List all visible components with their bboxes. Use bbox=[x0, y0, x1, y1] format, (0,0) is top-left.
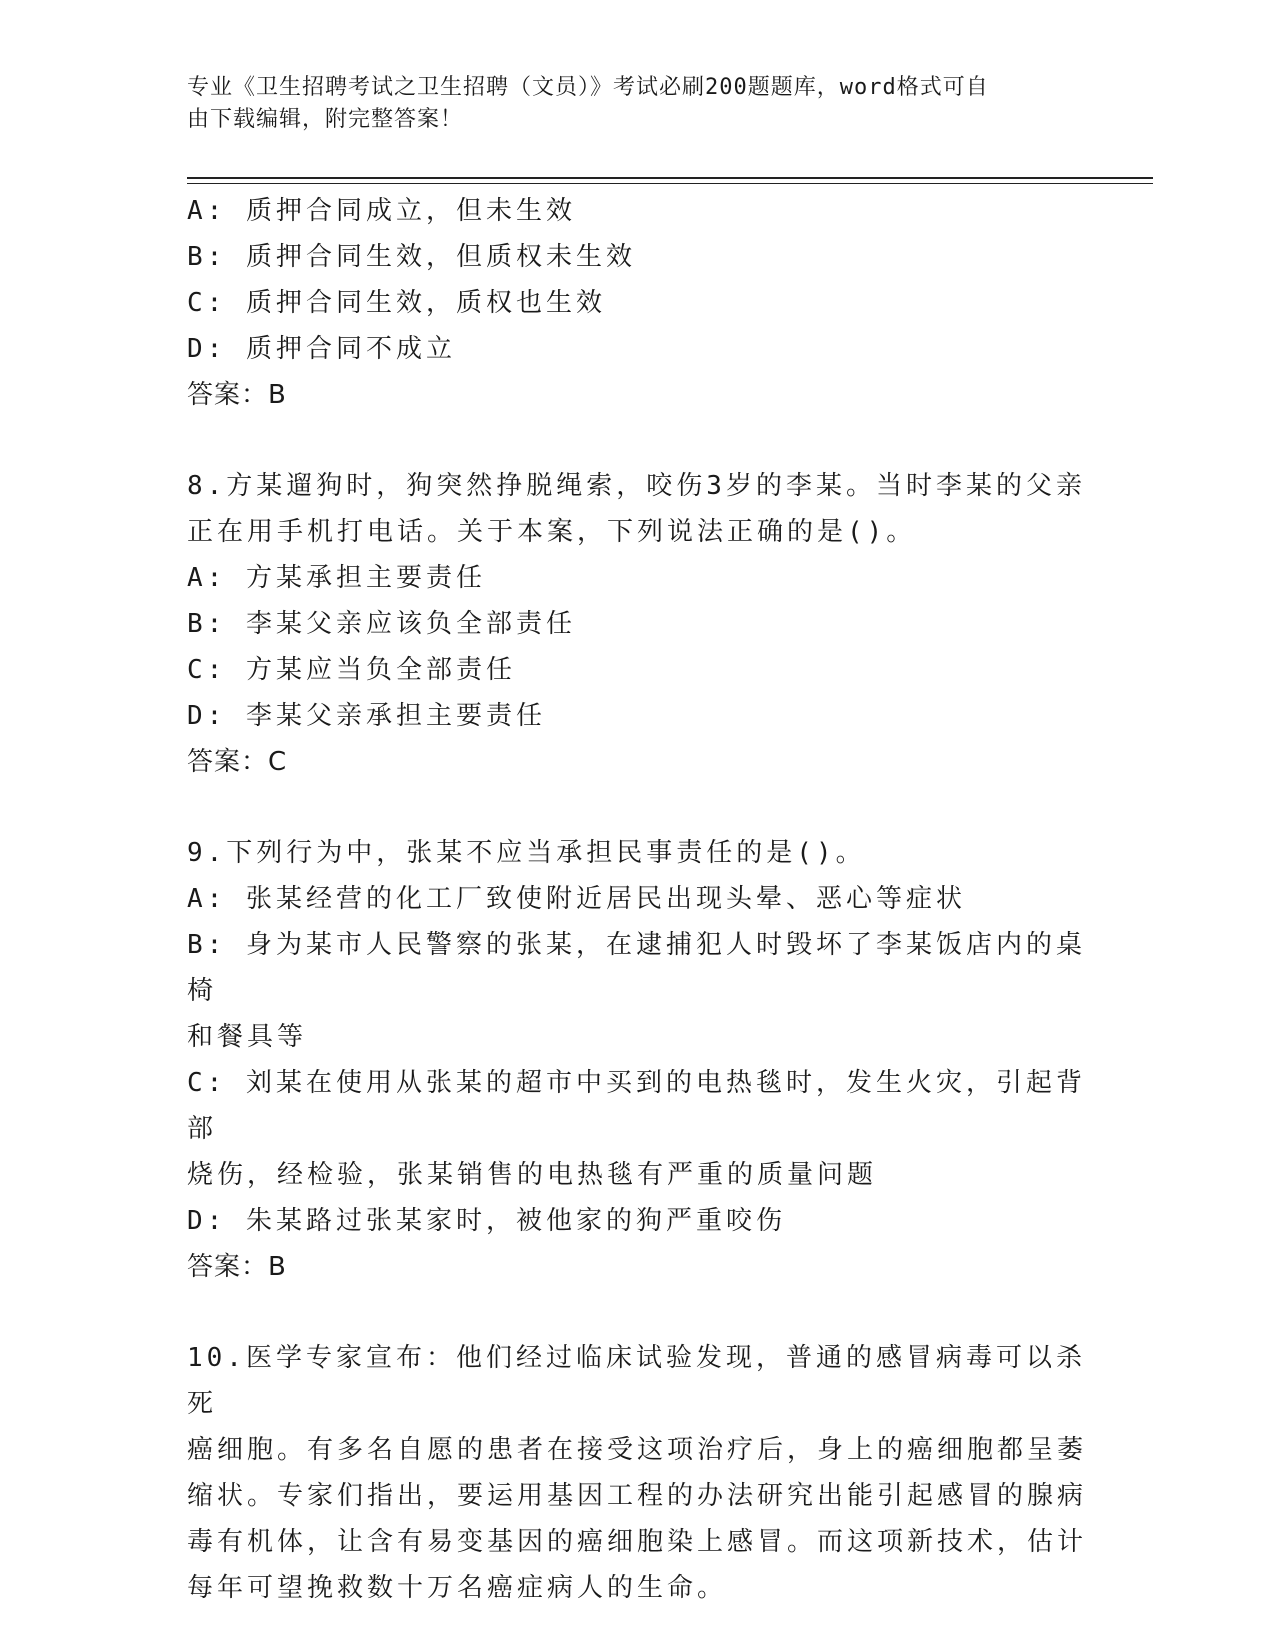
header-divider-thin bbox=[187, 183, 1153, 184]
question-10-block bbox=[187, 1335, 1087, 1611]
q9-option-b-line-1: B: 身为某市人民警察的张某，在逮捕犯人时毁坏了李某饭店内的桌椅 bbox=[187, 930, 1086, 1006]
q9-option-c-line-1: C: 刘某在使用从张某的超市中买到的电热毯时，发生火灾，引起背部 bbox=[187, 1068, 1086, 1144]
header-divider-thick bbox=[187, 177, 1153, 179]
question-spacer bbox=[187, 1290, 1087, 1335]
question-8-block bbox=[187, 463, 1087, 785]
q8-answer: 答案：C bbox=[187, 747, 288, 777]
q10-stem-line-5: 每年可望挽救数十万名癌症病人的生命。 bbox=[187, 1573, 728, 1603]
q8-option-d: D: 李某父亲承担主要责任 bbox=[187, 701, 546, 731]
q10-stem-line-3: 缩状。专家们指出，要运用基因工程的办法研究出能引起感冒的腺病 bbox=[187, 1481, 1088, 1511]
q8-stem-line-2: 正在用手机打电话。关于本案，下列说法正确的是()。 bbox=[187, 517, 917, 547]
q9-answer: 答案：B bbox=[187, 1252, 287, 1282]
q9-option-c-line-2: 烧伤，经检验，张某销售的电热毯有严重的质量问题 bbox=[187, 1160, 878, 1190]
question-7-block bbox=[187, 188, 1087, 418]
q9-stem: 9.下列行为中，张某不应当承担民事责任的是()。 bbox=[187, 838, 866, 868]
question-spacer bbox=[187, 785, 1087, 830]
header-line-1: 专业《卫生招聘考试之卫生招聘（文员）》考试必刷200题题库，word格式可自 bbox=[187, 75, 989, 100]
q8-option-a: A: 方某承担主要责任 bbox=[187, 563, 486, 593]
q7-option-d: D: 质押合同不成立 bbox=[187, 334, 456, 364]
q8-option-b: B: 李某父亲应该负全部责任 bbox=[187, 609, 576, 639]
q7-option-b: B: 质押合同生效，但质权未生效 bbox=[187, 242, 636, 272]
q8-stem-line-1: 8.方某遛狗时，狗突然挣脱绳索，咬伤3岁的李某。当时李某的父亲 bbox=[187, 471, 1086, 501]
header-line-2: 由下载编辑，附完整答案！ bbox=[187, 107, 464, 132]
q10-stem-line-4: 毒有机体，让含有易变基因的癌细胞染上感冒。而这项新技术，估计 bbox=[187, 1527, 1088, 1557]
question-9-block bbox=[187, 830, 1087, 1290]
q9-option-d: D: 朱某路过张某家时，被他家的狗严重咬伤 bbox=[187, 1206, 786, 1236]
q7-option-a: A: 质押合同成立，但未生效 bbox=[187, 196, 576, 226]
q10-stem-line-1: 10.医学专家宣布：他们经过临床试验发现，普通的感冒病毒可以杀死 bbox=[187, 1343, 1086, 1419]
document-body bbox=[187, 188, 1087, 1611]
q9-option-b-line-2: 和餐具等 bbox=[187, 1022, 308, 1052]
q10-stem-line-2: 癌细胞。有多名自愿的患者在接受这项治疗后，身上的癌细胞都呈萎 bbox=[187, 1435, 1088, 1465]
q8-option-c: C: 方某应当负全部责任 bbox=[187, 655, 516, 685]
q7-answer: 答案：B bbox=[187, 380, 287, 410]
q9-option-a: A: 张某经营的化工厂致使附近居民出现头晕、恶心等症状 bbox=[187, 884, 966, 914]
q7-option-c: C: 质押合同生效，质权也生效 bbox=[187, 288, 606, 318]
document-header bbox=[187, 72, 1077, 136]
question-spacer bbox=[187, 418, 1087, 463]
